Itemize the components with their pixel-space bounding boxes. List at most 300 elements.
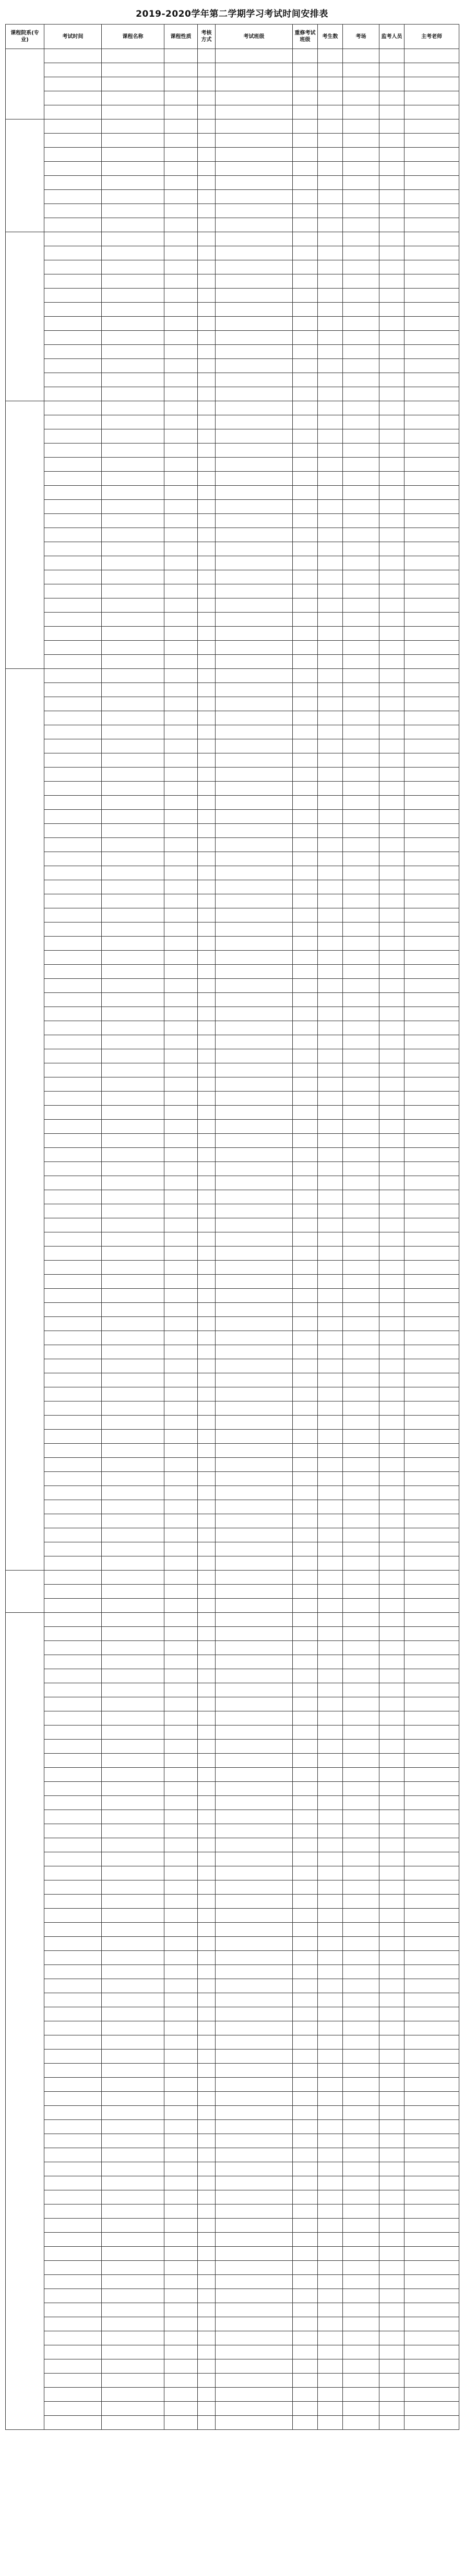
cell-class bbox=[216, 697, 293, 711]
cell-class bbox=[216, 1134, 293, 1148]
cell-invig bbox=[379, 2388, 404, 2402]
cell-class bbox=[216, 401, 293, 415]
table-row bbox=[6, 1514, 459, 1528]
cell-course bbox=[102, 1106, 164, 1120]
cell-nature bbox=[164, 162, 198, 176]
table-row bbox=[6, 1641, 459, 1655]
cell-main bbox=[404, 570, 459, 584]
table-row bbox=[6, 415, 459, 429]
cell-main bbox=[404, 204, 459, 218]
cell-class bbox=[216, 2317, 293, 2331]
cell-main bbox=[404, 1007, 459, 1021]
cell-class bbox=[216, 1444, 293, 1458]
cell-nature bbox=[164, 2317, 198, 2331]
cell-nature bbox=[164, 1120, 198, 1134]
column-header-room: 考场 bbox=[343, 25, 379, 49]
cell-room bbox=[343, 796, 379, 810]
cell-course bbox=[102, 1599, 164, 1613]
cell-class bbox=[216, 2106, 293, 2120]
cell-course bbox=[102, 2359, 164, 2374]
cell-nature bbox=[164, 1951, 198, 1965]
cell-count bbox=[318, 1331, 343, 1345]
cell-count bbox=[318, 1697, 343, 1711]
cell-nature bbox=[164, 2289, 198, 2303]
cell-time bbox=[44, 1035, 102, 1049]
cell-invig bbox=[379, 542, 404, 556]
cell-mode bbox=[198, 641, 216, 655]
table-row bbox=[6, 1951, 459, 1965]
table-row bbox=[6, 91, 459, 105]
cell-invig bbox=[379, 1923, 404, 1937]
cell-nature bbox=[164, 1134, 198, 1148]
cell-room bbox=[343, 2035, 379, 2050]
cell-count bbox=[318, 570, 343, 584]
cell-nature bbox=[164, 1345, 198, 1359]
cell-nature bbox=[164, 317, 198, 331]
table-row bbox=[6, 641, 459, 655]
cell-invig bbox=[379, 1458, 404, 1472]
cell-class bbox=[216, 1162, 293, 1176]
cell-mode bbox=[198, 1317, 216, 1331]
cell-retake bbox=[293, 1247, 318, 1261]
cell-retake bbox=[293, 2050, 318, 2064]
cell-time bbox=[44, 1937, 102, 1951]
cell-count bbox=[318, 782, 343, 796]
cell-nature bbox=[164, 1937, 198, 1951]
cell-count bbox=[318, 683, 343, 697]
cell-invig bbox=[379, 1430, 404, 1444]
cell-time bbox=[44, 429, 102, 444]
cell-invig bbox=[379, 345, 404, 359]
cell-main bbox=[404, 2204, 459, 2219]
cell-retake bbox=[293, 866, 318, 880]
cell-count bbox=[318, 556, 343, 570]
cell-main bbox=[404, 1923, 459, 1937]
table-row bbox=[6, 2374, 459, 2388]
cell-course bbox=[102, 782, 164, 796]
cell-course bbox=[102, 77, 164, 91]
cell-invig bbox=[379, 1500, 404, 1514]
cell-class bbox=[216, 429, 293, 444]
table-row bbox=[6, 1585, 459, 1599]
cell-main bbox=[404, 1162, 459, 1176]
cell-class bbox=[216, 951, 293, 965]
cell-mode bbox=[198, 1585, 216, 1599]
cell-count bbox=[318, 1782, 343, 1796]
cell-invig bbox=[379, 1669, 404, 1683]
cell-count bbox=[318, 979, 343, 993]
cell-room bbox=[343, 1373, 379, 1387]
cell-main bbox=[404, 866, 459, 880]
cell-main bbox=[404, 1416, 459, 1430]
cell-main bbox=[404, 2303, 459, 2317]
cell-class bbox=[216, 246, 293, 260]
cell-nature bbox=[164, 937, 198, 951]
table-row bbox=[6, 1979, 459, 1993]
cell-course bbox=[102, 810, 164, 824]
cell-course bbox=[102, 317, 164, 331]
cell-count bbox=[318, 190, 343, 204]
cell-mode bbox=[198, 1472, 216, 1486]
cell-mode bbox=[198, 627, 216, 641]
cell-main bbox=[404, 1063, 459, 1077]
cell-nature bbox=[164, 1303, 198, 1317]
cell-course bbox=[102, 1261, 164, 1275]
cell-retake bbox=[293, 1148, 318, 1162]
cell-class bbox=[216, 2247, 293, 2261]
cell-main bbox=[404, 218, 459, 232]
cell-main bbox=[404, 1866, 459, 1880]
cell-main bbox=[404, 2162, 459, 2176]
cell-mode bbox=[198, 1726, 216, 1740]
cell-room bbox=[343, 528, 379, 542]
table-row bbox=[6, 1838, 459, 1852]
cell-class bbox=[216, 2331, 293, 2345]
cell-count bbox=[318, 2148, 343, 2162]
cell-class bbox=[216, 1176, 293, 1190]
cell-mode bbox=[198, 134, 216, 148]
cell-room bbox=[343, 303, 379, 317]
cell-retake bbox=[293, 1430, 318, 1444]
cell-time bbox=[44, 2345, 102, 2359]
cell-mode bbox=[198, 204, 216, 218]
table-row bbox=[6, 486, 459, 500]
cell-time bbox=[44, 2416, 102, 2430]
cell-invig bbox=[379, 1134, 404, 1148]
cell-nature bbox=[164, 2275, 198, 2289]
cell-room bbox=[343, 1810, 379, 1824]
cell-time bbox=[44, 486, 102, 500]
cell-course bbox=[102, 486, 164, 500]
cell-course bbox=[102, 697, 164, 711]
cell-invig bbox=[379, 2359, 404, 2374]
cell-nature bbox=[164, 908, 198, 922]
table-row bbox=[6, 1035, 459, 1049]
table-row bbox=[6, 1824, 459, 1838]
table-row bbox=[6, 1726, 459, 1740]
cell-count bbox=[318, 77, 343, 91]
cell-count bbox=[318, 1486, 343, 1500]
table-row bbox=[6, 2120, 459, 2134]
cell-course bbox=[102, 2092, 164, 2106]
cell-nature bbox=[164, 1613, 198, 1627]
cell-main bbox=[404, 134, 459, 148]
cell-invig bbox=[379, 2092, 404, 2106]
cell-time bbox=[44, 1359, 102, 1373]
cell-count bbox=[318, 1162, 343, 1176]
cell-room bbox=[343, 274, 379, 289]
cell-invig bbox=[379, 49, 404, 63]
cell-time bbox=[44, 1247, 102, 1261]
cell-invig bbox=[379, 1965, 404, 1979]
cell-main bbox=[404, 444, 459, 458]
cell-course bbox=[102, 500, 164, 514]
cell-main bbox=[404, 1232, 459, 1247]
cell-count bbox=[318, 1063, 343, 1077]
cell-course bbox=[102, 1204, 164, 1218]
cell-count bbox=[318, 1120, 343, 1134]
cell-main bbox=[404, 246, 459, 260]
cell-retake bbox=[293, 2021, 318, 2035]
table-row bbox=[6, 1571, 459, 1585]
cell-course bbox=[102, 866, 164, 880]
cell-class bbox=[216, 387, 293, 401]
cell-retake bbox=[293, 387, 318, 401]
cell-nature bbox=[164, 1063, 198, 1077]
table-row bbox=[6, 655, 459, 669]
cell-invig bbox=[379, 1317, 404, 1331]
cell-time bbox=[44, 1176, 102, 1190]
cell-invig bbox=[379, 429, 404, 444]
table-row bbox=[6, 1162, 459, 1176]
cell-class bbox=[216, 2359, 293, 2374]
cell-class bbox=[216, 542, 293, 556]
table-row bbox=[6, 49, 459, 63]
cell-invig bbox=[379, 852, 404, 866]
cell-nature bbox=[164, 711, 198, 725]
cell-room bbox=[343, 2134, 379, 2148]
cell-class bbox=[216, 908, 293, 922]
cell-retake bbox=[293, 1542, 318, 1556]
cell-time bbox=[44, 1993, 102, 2007]
cell-retake bbox=[293, 204, 318, 218]
cell-invig bbox=[379, 1092, 404, 1106]
cell-mode bbox=[198, 1599, 216, 1613]
cell-course bbox=[102, 1162, 164, 1176]
cell-time bbox=[44, 1542, 102, 1556]
cell-course bbox=[102, 2261, 164, 2275]
cell-time bbox=[44, 2275, 102, 2289]
cell-main bbox=[404, 1218, 459, 1232]
cell-time bbox=[44, 1979, 102, 1993]
cell-course bbox=[102, 1092, 164, 1106]
cell-main bbox=[404, 1599, 459, 1613]
cell-room bbox=[343, 1796, 379, 1810]
cell-retake bbox=[293, 2204, 318, 2219]
cell-room bbox=[343, 824, 379, 838]
table-row bbox=[6, 1247, 459, 1261]
cell-invig bbox=[379, 1472, 404, 1486]
cell-invig bbox=[379, 2162, 404, 2176]
cell-retake bbox=[293, 1500, 318, 1514]
cell-retake bbox=[293, 768, 318, 782]
cell-room bbox=[343, 2007, 379, 2021]
cell-course bbox=[102, 1768, 164, 1782]
cell-main bbox=[404, 190, 459, 204]
cell-class bbox=[216, 1627, 293, 1641]
cell-nature bbox=[164, 63, 198, 77]
cell-course bbox=[102, 1007, 164, 1021]
cell-invig bbox=[379, 584, 404, 598]
cell-invig bbox=[379, 162, 404, 176]
cell-class bbox=[216, 627, 293, 641]
table-row bbox=[6, 190, 459, 204]
cell-main bbox=[404, 176, 459, 190]
table-row bbox=[6, 697, 459, 711]
cell-class bbox=[216, 1951, 293, 1965]
cell-count bbox=[318, 218, 343, 232]
cell-mode bbox=[198, 2402, 216, 2416]
cell-mode bbox=[198, 2359, 216, 2374]
cell-time bbox=[44, 1331, 102, 1345]
cell-count bbox=[318, 1866, 343, 1880]
table-row bbox=[6, 1218, 459, 1232]
cell-retake bbox=[293, 1063, 318, 1077]
cell-course bbox=[102, 1120, 164, 1134]
cell-main bbox=[404, 1796, 459, 1810]
cell-mode bbox=[198, 1542, 216, 1556]
cell-room bbox=[343, 2416, 379, 2430]
cell-main bbox=[404, 965, 459, 979]
cell-invig bbox=[379, 1782, 404, 1796]
cell-main bbox=[404, 782, 459, 796]
cell-count bbox=[318, 2162, 343, 2176]
cell-room bbox=[343, 458, 379, 472]
cell-invig bbox=[379, 1697, 404, 1711]
cell-course bbox=[102, 725, 164, 739]
cell-invig bbox=[379, 810, 404, 824]
cell-course bbox=[102, 176, 164, 190]
cell-count bbox=[318, 627, 343, 641]
cell-retake bbox=[293, 176, 318, 190]
cell-main bbox=[404, 514, 459, 528]
cell-invig bbox=[379, 1909, 404, 1923]
cell-time bbox=[44, 472, 102, 486]
cell-course bbox=[102, 683, 164, 697]
cell-nature bbox=[164, 2021, 198, 2035]
cell-main bbox=[404, 1120, 459, 1134]
cell-mode bbox=[198, 1711, 216, 1726]
cell-course bbox=[102, 2064, 164, 2078]
cell-class bbox=[216, 63, 293, 77]
cell-main bbox=[404, 1430, 459, 1444]
cell-room bbox=[343, 2219, 379, 2233]
cell-retake bbox=[293, 500, 318, 514]
cell-invig bbox=[379, 1768, 404, 1782]
cell-course bbox=[102, 274, 164, 289]
cell-class bbox=[216, 1641, 293, 1655]
cell-nature bbox=[164, 105, 198, 119]
cell-mode bbox=[198, 810, 216, 824]
cell-retake bbox=[293, 2120, 318, 2134]
cell-main bbox=[404, 2374, 459, 2388]
cell-invig bbox=[379, 669, 404, 683]
cell-count bbox=[318, 2204, 343, 2219]
cell-invig bbox=[379, 768, 404, 782]
cell-mode bbox=[198, 1528, 216, 1542]
cell-room bbox=[343, 2247, 379, 2261]
cell-room bbox=[343, 77, 379, 91]
cell-course bbox=[102, 1134, 164, 1148]
table-row bbox=[6, 2162, 459, 2176]
table-row bbox=[6, 331, 459, 345]
cell-nature bbox=[164, 2148, 198, 2162]
cell-invig bbox=[379, 176, 404, 190]
table-row bbox=[6, 119, 459, 134]
table-row bbox=[6, 1669, 459, 1683]
cell-room bbox=[343, 669, 379, 683]
cell-nature bbox=[164, 2247, 198, 2261]
table-row bbox=[6, 2092, 459, 2106]
cell-class bbox=[216, 1726, 293, 1740]
cell-retake bbox=[293, 1951, 318, 1965]
cell-room bbox=[343, 979, 379, 993]
cell-count bbox=[318, 2317, 343, 2331]
cell-class bbox=[216, 303, 293, 317]
cell-room bbox=[343, 1303, 379, 1317]
cell-retake bbox=[293, 1134, 318, 1148]
table-row bbox=[6, 373, 459, 387]
cell-mode bbox=[198, 1345, 216, 1359]
cell-invig bbox=[379, 1852, 404, 1866]
cell-nature bbox=[164, 246, 198, 260]
cell-course bbox=[102, 415, 164, 429]
cell-invig bbox=[379, 1824, 404, 1838]
cell-main bbox=[404, 303, 459, 317]
cell-count bbox=[318, 387, 343, 401]
cell-invig bbox=[379, 1373, 404, 1387]
cell-retake bbox=[293, 1993, 318, 2007]
cell-nature bbox=[164, 373, 198, 387]
cell-time bbox=[44, 77, 102, 91]
cell-retake bbox=[293, 2345, 318, 2359]
cell-time bbox=[44, 1796, 102, 1810]
table-row bbox=[6, 1528, 459, 1542]
cell-main bbox=[404, 2275, 459, 2289]
cell-time bbox=[44, 1782, 102, 1796]
cell-mode bbox=[198, 598, 216, 613]
cell-time bbox=[44, 1711, 102, 1726]
cell-retake bbox=[293, 472, 318, 486]
cell-count bbox=[318, 1613, 343, 1627]
cell-main bbox=[404, 1726, 459, 1740]
cell-time bbox=[44, 894, 102, 908]
table-row bbox=[6, 2261, 459, 2275]
cell-mode bbox=[198, 232, 216, 246]
cell-room bbox=[343, 1218, 379, 1232]
cell-nature bbox=[164, 1444, 198, 1458]
cell-nature bbox=[164, 1077, 198, 1092]
cell-class bbox=[216, 1232, 293, 1247]
cell-course bbox=[102, 444, 164, 458]
cell-course bbox=[102, 1585, 164, 1599]
cell-nature bbox=[164, 1514, 198, 1528]
cell-class bbox=[216, 2416, 293, 2430]
cell-count bbox=[318, 1289, 343, 1303]
table-row bbox=[6, 1697, 459, 1711]
table-row bbox=[6, 1852, 459, 1866]
cell-main bbox=[404, 458, 459, 472]
cell-time bbox=[44, 1768, 102, 1782]
cell-time bbox=[44, 105, 102, 119]
cell-time bbox=[44, 2374, 102, 2388]
cell-room bbox=[343, 1726, 379, 1740]
cell-retake bbox=[293, 1035, 318, 1049]
cell-retake bbox=[293, 2106, 318, 2120]
cell-course bbox=[102, 753, 164, 768]
cell-course bbox=[102, 134, 164, 148]
cell-room bbox=[343, 1880, 379, 1895]
cell-count bbox=[318, 1514, 343, 1528]
cell-course bbox=[102, 1866, 164, 1880]
cell-room bbox=[343, 1585, 379, 1599]
cell-main bbox=[404, 1359, 459, 1373]
cell-count bbox=[318, 1796, 343, 1810]
cell-count bbox=[318, 1641, 343, 1655]
cell-mode bbox=[198, 1909, 216, 1923]
cell-mode bbox=[198, 260, 216, 274]
page-title: 2019-2020学年第二学期学习考试时间安排表 bbox=[136, 9, 328, 19]
